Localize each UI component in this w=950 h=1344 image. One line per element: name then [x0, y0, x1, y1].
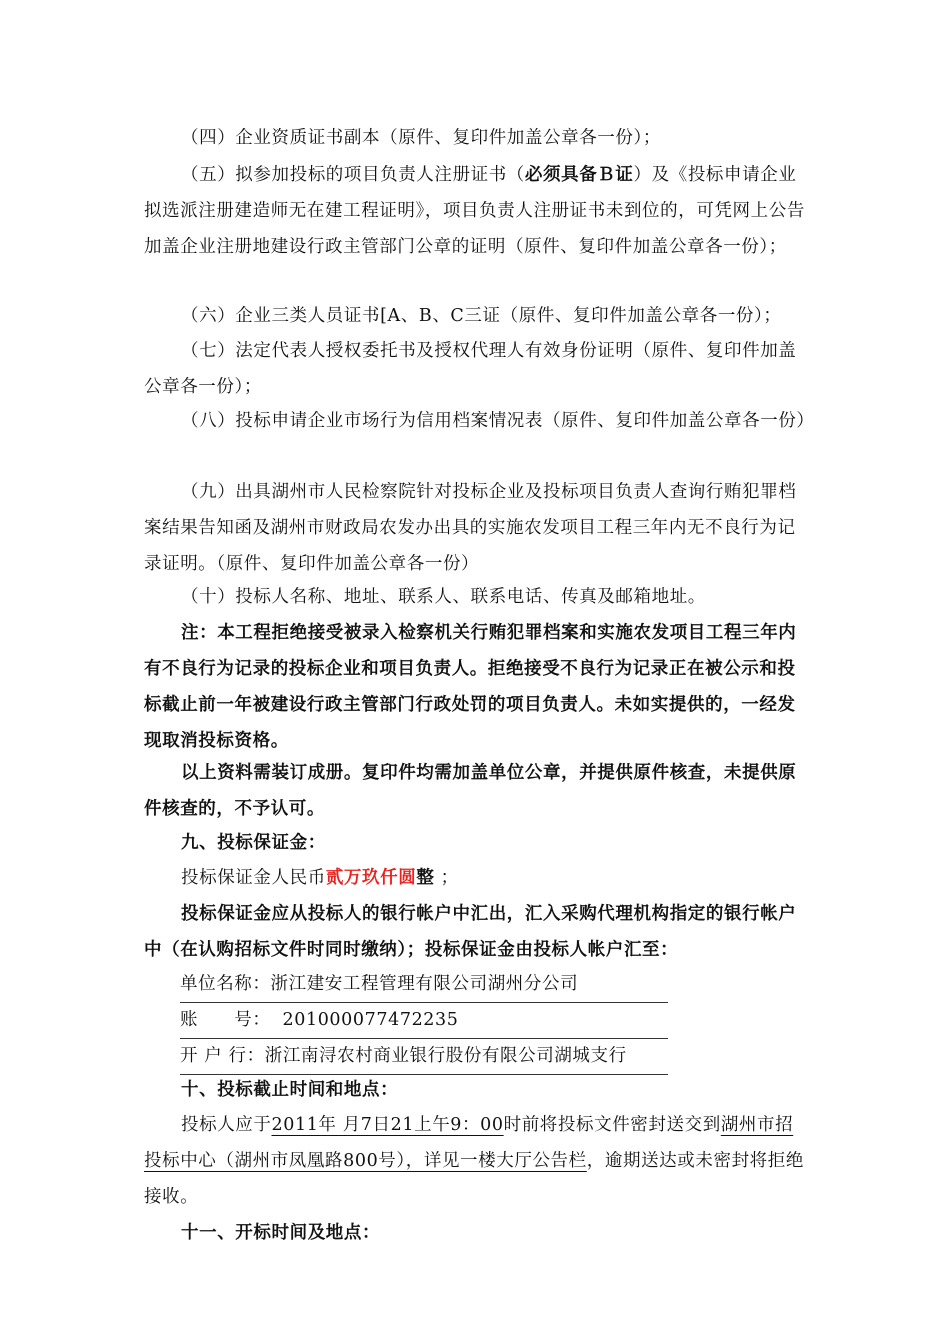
deadline-t5: ，逾期送达或未密封将拒绝接收。 [144, 1151, 804, 1207]
exclusion-note: 注：本工程拒绝接受被录入检察机关行贿犯罪档案和实施农发项目工程三年内有不良行为记录的投标企业和项目负责人。拒绝接受不良行为记录正在被公示和投标截止前一年被建设行政主管部门行政处罚的项目负责人。未如实提供的，一经发现取消投标资格。 [144, 623, 797, 751]
item-5 [144, 157, 806, 265]
deposit-amount [144, 860, 806, 896]
deadline-t3: 时前将投标文件密封送交到 [503, 1115, 721, 1135]
bank-line: 开 户 行：浙江南浔农村商业银行股份有限公司湖城支行 [180, 1038, 668, 1075]
item-10: （十）投标人名称、地址、联系人、联系电话、传真及邮箱地址。 [181, 587, 706, 607]
section-11-heading: 十一、开标时间及地点： [181, 1223, 381, 1243]
item-5-pre: （五）拟参加投标的项目负责人注册证书（ [181, 165, 525, 185]
account-label: 账 号： [180, 1010, 271, 1030]
item-8: （八）投标申请企业市场行为信用档案情况表（原件、复印件加盖公章各一份） [181, 411, 815, 431]
deposit-amount-post: ； [440, 868, 459, 888]
account-value: 201000077472235 [282, 1010, 459, 1030]
deadline-text [144, 1107, 806, 1215]
item-6: （六）企业三类人员证书[A、B、C三证（原件、复印件加盖公章各一份）； [181, 306, 782, 326]
item-7: （七）法定代表人授权委托书及授权代理人有效身份证明（原件、复印件加盖公章各一份）； [144, 341, 797, 397]
section-10-heading: 十、投标截止时间和地点： [181, 1080, 399, 1100]
account-line [180, 1002, 668, 1039]
deposit-amount-bold: 整 [416, 868, 435, 888]
section-9-heading: 九、投标保证金： [181, 833, 326, 853]
binding-note: 以上资料需装订成册。复印件均需加盖单位公章，并提供原件核查，未提供原件核查的，不予认可。 [144, 763, 797, 819]
deadline-t1: 投标人应于 [181, 1115, 272, 1135]
item-5-bold: 必须具备Ｂ证 [524, 165, 634, 185]
deposit-amount-pre: 投标保证金人民币 [181, 868, 326, 888]
deposit-amount-red: 贰万玖仟圆 [325, 868, 417, 888]
item-5-post: ）及《投标申请企业拟选派注册建造师无在建工程证明》，项目负责人注册证书未到位的，可凭网上公告加盖企业注册地建设行政主管部门公章的证明（原件、复印件加盖公章各一份）； [144, 165, 805, 257]
deposit-transfer: 投标保证金应从投标人的银行帐户中汇出，汇入采购代理机构指定的银行帐户中（在认购招标文件时同时缴纳）；投标保证金由投标人帐户汇至： [144, 904, 797, 960]
deadline-place: 湖州市招投标中心（湖州市凤凰路800号），详见一楼大厅公告栏 [144, 1115, 794, 1171]
deadline-date: 2011年 月7日21上午9：00 [271, 1115, 504, 1135]
item-9: （九）出具湖州市人民检察院针对投标企业及投标项目负责人查询行贿犯罪档案结果告知函及湖州市财政局农发办出具的实施农发项目工程三年内无不良行为记录证明。（原件、复印件加盖公章各一份） [144, 482, 797, 574]
item-4: （四）企业资质证书副本（原件、复印件加盖公章各一份）； [181, 128, 661, 148]
unit-name-line: 单位名称：浙江建安工程管理有限公司湖州分公司 [180, 966, 668, 1003]
